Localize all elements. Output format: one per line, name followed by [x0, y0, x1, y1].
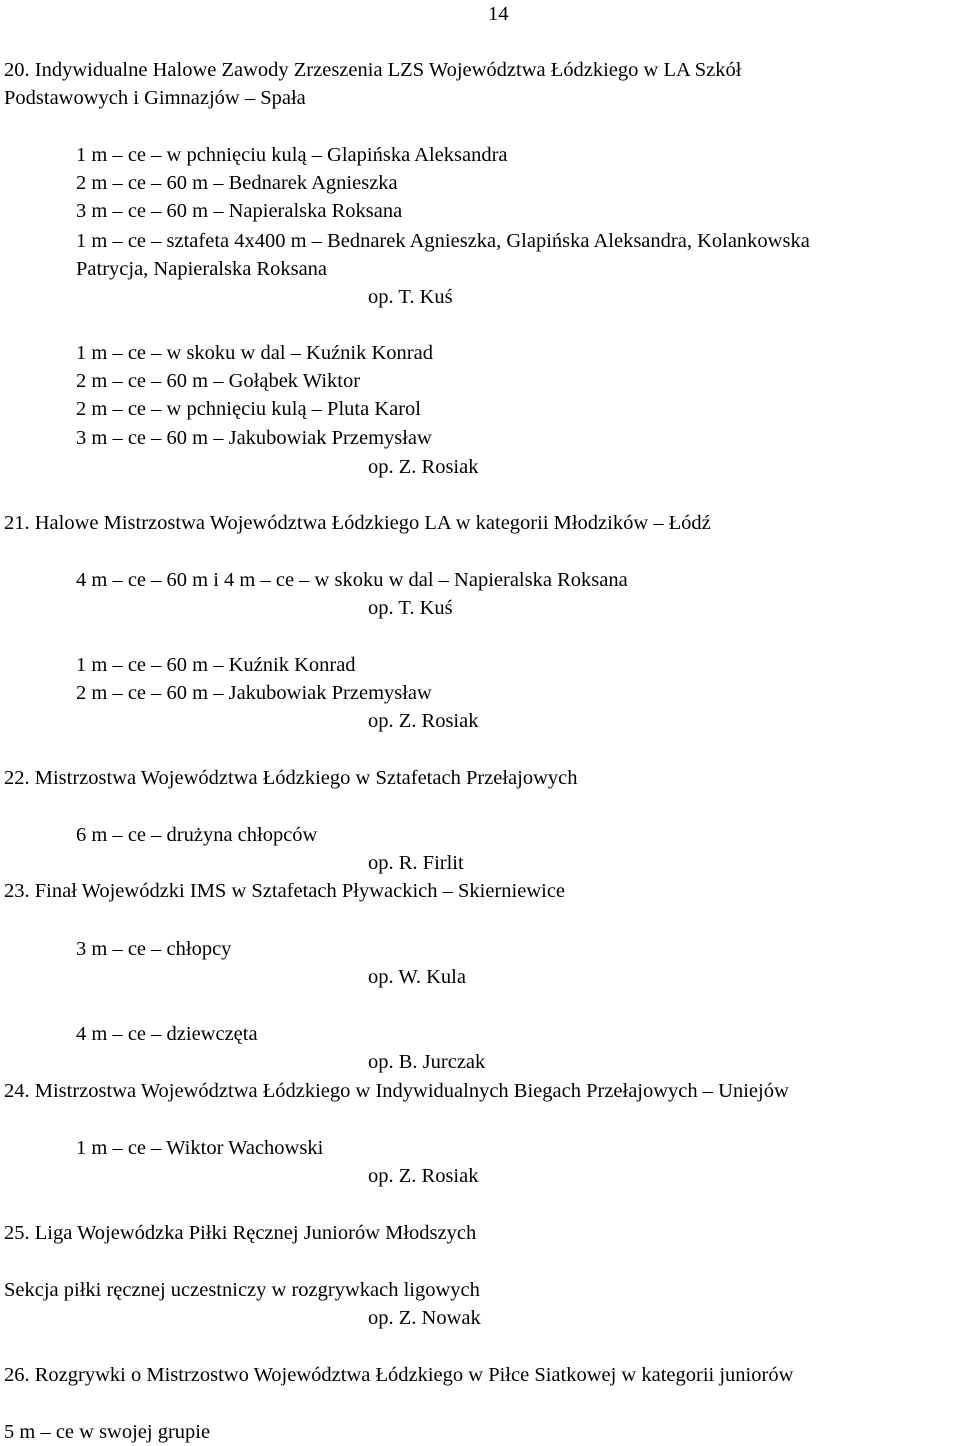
- result-line: 1 m – ce – w skoku w dal – Kuźnik Konrad: [76, 342, 433, 364]
- coach-line: op. Z. Rosiak: [368, 1165, 479, 1187]
- coach-line: op. T. Kuś: [368, 286, 453, 308]
- result-line: 2 m – ce – w pchnięciu kulą – Pluta Karol: [76, 398, 421, 420]
- result-line: 2 m – ce – 60 m – Bednarek Agnieszka: [76, 172, 398, 194]
- section-20-heading: 20. Indywidualne Halowe Zawody Zrzeszenia LZS Województwa Łódzkiego w LA Szkół: [4, 59, 742, 81]
- result-line: 1 m – ce – sztafeta 4x400 m – Bednarek Agnieszka, Glapińska Aleksandra, Kolankowska: [76, 230, 810, 252]
- section-22-heading: 22. Mistrzostwa Województwa Łódzkiego w Sztafetach Przełajowych: [4, 767, 578, 789]
- section-26-heading: 26. Rozgrywki o Mistrzostwo Województwa Łódzkiego w Piłce Siatkowej w kategorii juniorów: [4, 1364, 794, 1386]
- result-line: 2 m – ce – 60 m – Gołąbek Wiktor: [76, 370, 361, 392]
- result-line: 3 m – ce – 60 m – Jakubowiak Przemysław: [76, 427, 432, 449]
- result-line: Patrycja, Napieralska Roksana: [76, 258, 328, 280]
- result-line: 1 m – ce – 60 m – Kuźnik Konrad: [76, 654, 356, 676]
- section-26-note: 5 m – ce w swojej grupie: [4, 1421, 211, 1443]
- result-line: 3 m – ce – chłopcy: [76, 938, 232, 960]
- result-line: 3 m – ce – 60 m – Napieralska Roksana: [76, 200, 403, 222]
- section-25-note: Sekcja piłki ręcznej uczestniczy w rozgrywkach ligowych: [4, 1279, 480, 1301]
- result-line: 6 m – ce – drużyna chłopców: [76, 824, 318, 846]
- result-line: 1 m – ce – Wiktor Wachowski: [76, 1137, 324, 1159]
- result-line: 2 m – ce – 60 m – Jakubowiak Przemysław: [76, 682, 432, 704]
- section-20-heading-cont: Podstawowych i Gimnazjów – Spała: [4, 87, 306, 109]
- result-line: 4 m – ce – dziewczęta: [76, 1023, 258, 1045]
- coach-line: op. Z. Rosiak: [368, 710, 479, 732]
- section-23-heading: 23. Finał Wojewódzki IMS w Sztafetach Pływackich – Skierniewice: [4, 880, 566, 902]
- coach-line: op. B. Jurczak: [368, 1051, 486, 1073]
- coach-line: op. R. Firlit: [368, 852, 464, 874]
- result-line: 4 m – ce – 60 m i 4 m – ce – w skoku w dal – Napieralska Roksana: [76, 569, 628, 591]
- section-21-heading: 21. Halowe Mistrzostwa Województwa Łódzkiego LA w kategorii Młodzików – Łódź: [4, 512, 711, 534]
- coach-line: op. Z. Nowak: [368, 1307, 481, 1329]
- result-line: 1 m – ce – w pchnięciu kulą – Glapińska Aleksandra: [76, 144, 508, 166]
- page-number: 14: [488, 3, 509, 25]
- coach-line: op. W. Kula: [368, 966, 466, 988]
- coach-line: op. T. Kuś: [368, 597, 453, 619]
- coach-line: op. Z. Rosiak: [368, 456, 479, 478]
- section-24-heading: 24. Mistrzostwa Województwa Łódzkiego w Indywidualnych Biegach Przełajowych – Uniejów: [4, 1080, 789, 1102]
- section-25-heading: 25. Liga Wojewódzka Piłki Ręcznej Juniorów Młodszych: [4, 1222, 477, 1244]
